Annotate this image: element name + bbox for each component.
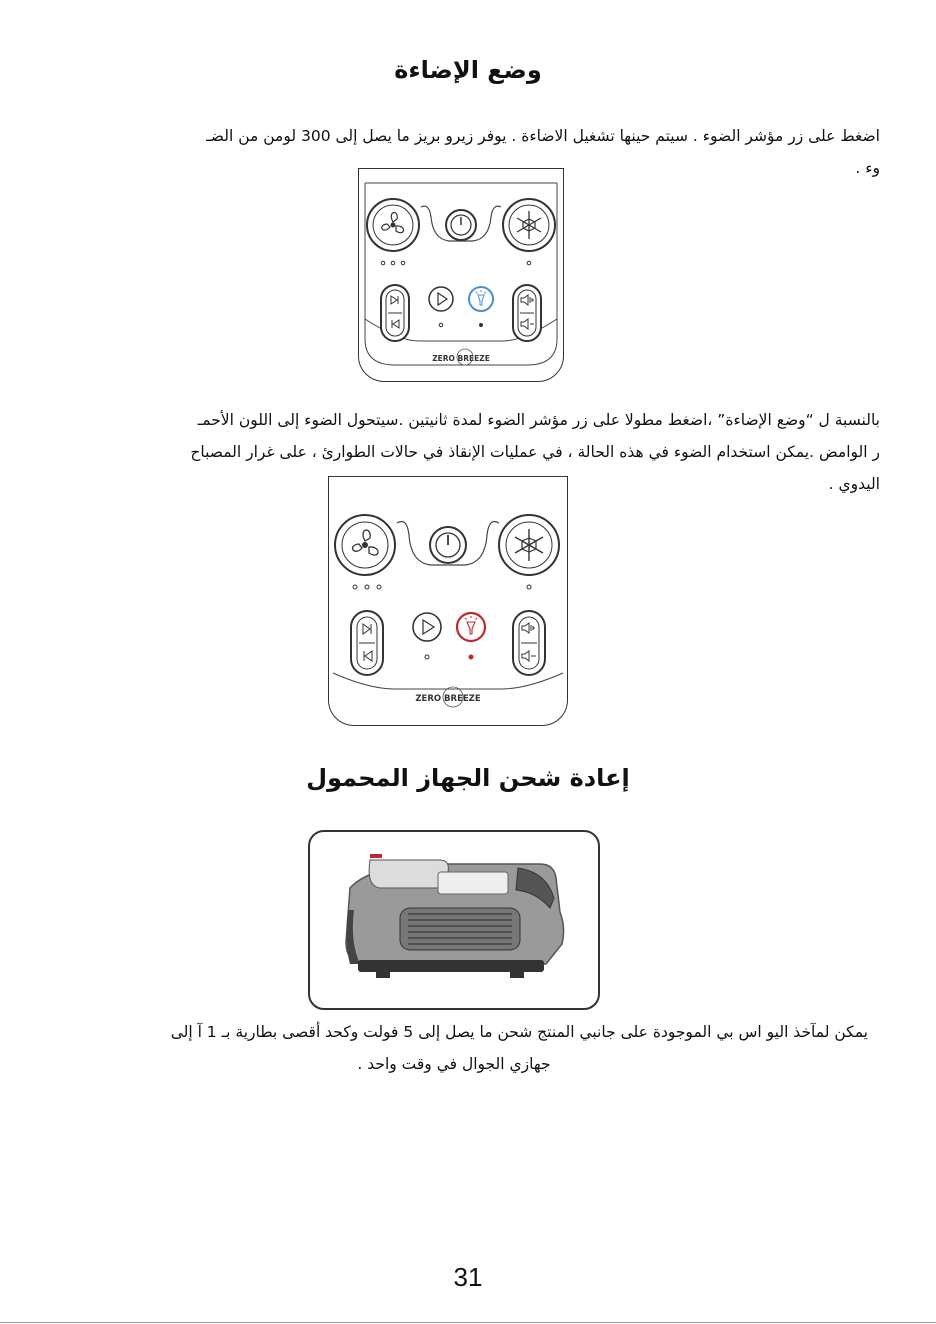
device-image (308, 830, 600, 1010)
paragraph-charging (60, 1016, 868, 1080)
section-title-charging: إعادة شحن الجهاز المحمول (306, 764, 630, 792)
skip-buttons[interactable] (381, 285, 409, 341)
snowflake-icon[interactable] (499, 515, 559, 575)
bottom-border (0, 1322, 936, 1323)
skip-buttons[interactable] (351, 611, 383, 675)
light-icon[interactable] (469, 287, 493, 311)
fan-icon[interactable] (367, 199, 419, 251)
control-panel-image-sos (328, 476, 568, 726)
vent-grille (400, 908, 520, 950)
power-icon[interactable] (397, 522, 499, 566)
paragraph-line: اضغط على زر مؤشر الضوء . سيتم حينها تشغيل الاضاءة . يوفر زيرو بريز ما يصل إلى 300 لومن من الضـ (206, 127, 880, 145)
page-number: 31 (453, 1262, 483, 1292)
brand-logo (415, 687, 481, 707)
light-icon[interactable] (457, 613, 485, 641)
paragraph-line: بالنسبة ل “وضع الإضاءة” ،اضغط مطولا على زر مؤشر الضوء لمدة ثانيتين .سيتحول الضوء إلى اللون الأحمـ (197, 411, 880, 429)
brand-logo (432, 349, 490, 365)
paragraph-line: يمكن لمآخذ اليو اس بي الموجودة على جانبي المنتج شحن ما يصل إلى 5 فولت وكحد أقصى بطارية بـ 1 آ إلى (170, 1023, 868, 1041)
control-panel-drawing (329, 477, 567, 725)
snowflake-icon[interactable] (503, 199, 555, 251)
paragraph-line: وء . (855, 159, 880, 177)
fan-icon[interactable] (335, 515, 395, 575)
device-drawing (310, 832, 598, 1008)
play-icon[interactable] (429, 287, 453, 311)
paragraph-line: ر الوامض .يمكن استخدام الضوء في هذه الحالة ، في عمليات الإنقاذ في حالات الطوارئ ، على غرار المصباح (190, 443, 880, 461)
play-icon[interactable] (413, 613, 441, 641)
svg-text:ZERO BREEZE: ZERO BREEZE (415, 694, 481, 704)
volume-buttons[interactable] (513, 285, 541, 341)
power-icon[interactable] (421, 206, 501, 241)
svg-text:ZERO BREEZE: ZERO BREEZE (432, 354, 490, 363)
volume-buttons[interactable] (513, 611, 545, 675)
control-panel-image-normal (358, 168, 564, 382)
control-panel-drawing (359, 169, 563, 381)
paragraph-line: اليدوي . (828, 475, 880, 493)
paragraph-line: جهازي الجوال في وقت واحد . (357, 1055, 551, 1073)
section-title-light-mode: وضع الإضاءة (394, 56, 542, 84)
